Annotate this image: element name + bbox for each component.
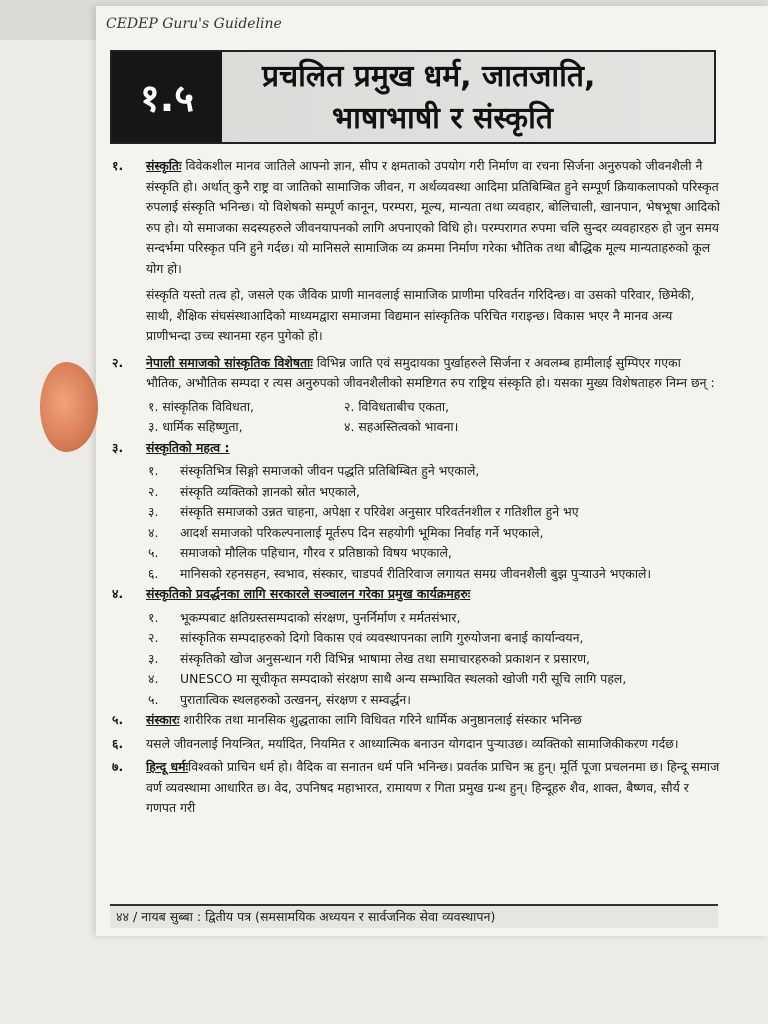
item-number: १. — [148, 609, 159, 625]
section-importance — [112, 438, 720, 459]
trait-item: ३. धार्मिक सहिष्णुता, — [148, 419, 243, 434]
section-government-programs — [112, 584, 720, 605]
page-body — [112, 156, 720, 822]
chapter-title-bar — [110, 50, 716, 144]
section-text: विश्वको प्राचिन धर्म हो। वैदिक वा सनातन धर्म पनि भनिन्छ। प्रवर्तक प्राचिन ऋ हुन्। मूर्ति पूजा प्रचलनमा छ। हिन्दू समाज वर्ण व्यवस्थामा आधारित छ। वेद, उपनिषद महाभारत, रामायण र गिता प्रमुख ग्रन्थ हुन्। हिन्दूहरु शैव, शाक्त, बैष्णव, सौर्य र गणपत गरी — [146, 759, 720, 815]
thumb — [40, 362, 98, 452]
chapter-number: १.५ — [112, 52, 222, 142]
importance-list — [148, 461, 720, 584]
section-nepali-culture-features — [112, 353, 720, 394]
section-number: ७. — [112, 759, 124, 774]
chapter-title-line2: भाषाभाषी र संस्कृति — [332, 101, 553, 136]
list-item — [148, 523, 720, 544]
item-number: ४. — [148, 671, 159, 686]
item-text: मानिसको रहनसहन, स्वभाव, संस्कार, चाडपर्व रीतिरिवाज लगायत समग्र जीवनशैली बुझ पुऱ्याउने भएकाले। — [180, 565, 652, 581]
section-number: २. — [112, 354, 124, 370]
section-sanskar — [112, 710, 720, 731]
item-number: ४. — [148, 524, 159, 540]
item-number: ५. — [148, 691, 159, 707]
item-text: संस्कृतिको खोज अनुसन्धान गरी विभिन्न भाषामा लेख तथा समाचारहरुको प्रकाशन र प्रसारण, — [180, 650, 590, 666]
list-item — [148, 628, 720, 649]
trait-item: १. सांस्कृतिक विविधता, — [148, 398, 254, 414]
item-text: UNESCO मा सूचीकृत सम्पदाको संरक्षण साथै अन्य सम्भावित स्थलको खोजी गरी सूचि लागि पहल, — [180, 671, 627, 686]
item-text: सांस्कृतिक सम्पदाहरुको दिगो विकास एवं व्यवस्थापनका लागि गुरुयोजना बनाई कार्यान्वयन, — [180, 630, 584, 645]
trait-item: २. विविधताबीच एकता, — [344, 398, 450, 414]
list-item — [148, 564, 720, 585]
running-head: CEDEP Guru's Guideline — [106, 16, 282, 32]
culture-paragraph-2: संस्कृति यस्तो तत्व हो, जसले एक जैविक प्राणी मानवलाई सामाजिक प्राणीमा परिवर्तन गरिदिन्छ। वा उसको परिवार, छिमेकी, साथी, शैक्षिक संघसंस्थाआदिको माध्यमद्वारा समाजमा विद्यमान सांस्कृतिक परिचित गराइन्छ। विकास भएर नै मानव अन्य प्राणीभन्दा उच्च स्थानमा रहन पुगेको हो। — [146, 287, 695, 343]
section-heading: संस्कृतिः — [146, 158, 182, 173]
section-number: १. — [112, 158, 124, 173]
item-number: ३. — [148, 650, 159, 666]
section-hindu-religion — [112, 757, 720, 819]
traits-list — [148, 397, 720, 438]
section-heading: संस्कृतिको महत्व : — [146, 439, 230, 455]
item-number: २. — [148, 483, 159, 499]
list-item — [148, 461, 720, 482]
item-text: संस्कृति समाजको उन्नत चाहना, अपेक्षा र परिवेश अनुसार परिवर्तनशील र गतिशील हुने भए — [180, 504, 579, 519]
item-number: ३. — [148, 504, 159, 519]
section-sanskar-effect — [112, 734, 720, 755]
item-text: संस्कृति व्यक्तिको ज्ञानको स्रोत भएकाले, — [180, 483, 360, 499]
list-item — [148, 690, 720, 711]
item-number: २. — [148, 630, 159, 645]
item-number: १. — [148, 463, 159, 478]
section-heading: नेपाली समाजको सांस्कृतिक विशेषताः — [146, 354, 313, 370]
item-number: ६. — [148, 565, 159, 581]
section-number: ५. — [112, 712, 124, 727]
item-text: पुरातात्विक स्थलहरुको उत्खनन्, संरक्षण र सम्वर्द्धन। — [180, 691, 411, 707]
section-heading: संस्कारः — [146, 712, 180, 727]
section-text: यसले जीवनलाई नियन्त्रित, मर्यादित, नियमित र आध्यात्मिक बनाउन योगदान पुऱ्याउछ। व्यक्तिको सामाजिकीकरण गर्दछ। — [146, 735, 679, 751]
section-heading: संस्कृतिको प्रवर्द्धनका लागि सरकारले सञ्चालन गरेका प्रमुख कार्यक्रमहरुः — [146, 586, 471, 601]
section-text: विवेकशील मानव जातिले आफ्नो ज्ञान, सीप र क्षमताको उपयोग गरी निर्माण वा रचना सिर्जना अनुरुपको जीवनशैली नै संस्कृति हो। अर्थात् कुनै राष्ट्र वा जातिको सामाजिक जीवन, ग अर्थव्यवस्था आदिमा प्रतिबिम्बित हुने सम्पूर्ण क्रियाकलापको परिस्कृत रुपलाई संस्कृति भनिन्छ। यो विशेषको सम्पूर्ण कानून, परम्परा, मूल्य, मान्यता तथा व्यवहार, बोलिचाली, खानपान, भेषभूषा आदिको रुप हो। यो समाजका सदस्यहरुले जीवनयापनको लागि अपनाएको विधि हो। परम्परागत रुपमा चलि सुन्दर व्यवहारहरु हो जुन समय सन्दर्भमा परिस्कृत पनि हुने गर्दछ। यो मानिसले सामाजिक व्य क्रममा निर्माण गरेका भौतिक तथा बौद्धिक मूल्य मान्यताहरुको कूल योग हो। — [146, 158, 720, 276]
section-text: शारीरिक तथा मानसिक शुद्धताका लागि विधिवत गरिने धार्मिक अनुष्ठानलाई संस्कार भनिन्छ — [179, 712, 582, 727]
page-footer: ४४ / नायब सुब्बा : द्वितीय पत्र (समसामयिक अध्ययन र सार्वजनिक सेवा व्यवस्थापन) — [110, 904, 718, 928]
trait-item: ४. सहअस्तित्वको भावना। — [344, 419, 459, 434]
item-number: ५. — [148, 545, 159, 560]
chapter-title-line1: प्रचलित प्रमुख धर्म, जातजाति, — [262, 59, 596, 94]
list-item — [148, 482, 720, 503]
section-culture — [112, 156, 720, 279]
item-text: समाजको मौलिक पहिचान, गौरव र प्रतिष्ठाको विषय भएकाले, — [180, 545, 452, 560]
item-text: संस्कृतिभित्र सिङ्गो समाजको जीवन पद्धति प्रतिबिम्बित हुने भएकाले, — [180, 463, 480, 478]
list-item — [148, 502, 720, 523]
list-item — [148, 669, 720, 690]
item-text: भूकम्पबाट क्षतिग्रस्तसम्पदाको संरक्षण, पुनर्निर्माण र मर्मतसंभार, — [180, 609, 461, 625]
list-item — [148, 649, 720, 670]
list-item — [148, 543, 720, 564]
section-number: ४. — [112, 586, 124, 601]
section-number: ३. — [112, 439, 124, 455]
programs-list — [148, 608, 720, 711]
list-item — [148, 608, 720, 629]
section-heading: हिन्दू धर्मः — [146, 759, 189, 774]
section-text: विभिन्न जाति एवं समुदायका पुर्खाहरुले सिर्जना र अवलम्ब हामीलाई सुम्पिएर गएका भौतिक, अभौतिक सम्पदा र त्यस अनुरुपको जीवनशैलीको समष्टिगत रुप राष्ट्रिय संस्कृति हो। यसका मुख्य विशेषताहरु निम्न छन् : — [146, 354, 715, 390]
item-text: आदर्श समाजको परिकल्पनालाई मूर्तरुप दिन सहयोगी भूमिका निर्वाह गर्ने भएकाले, — [180, 524, 544, 540]
section-number: ६. — [112, 735, 124, 751]
